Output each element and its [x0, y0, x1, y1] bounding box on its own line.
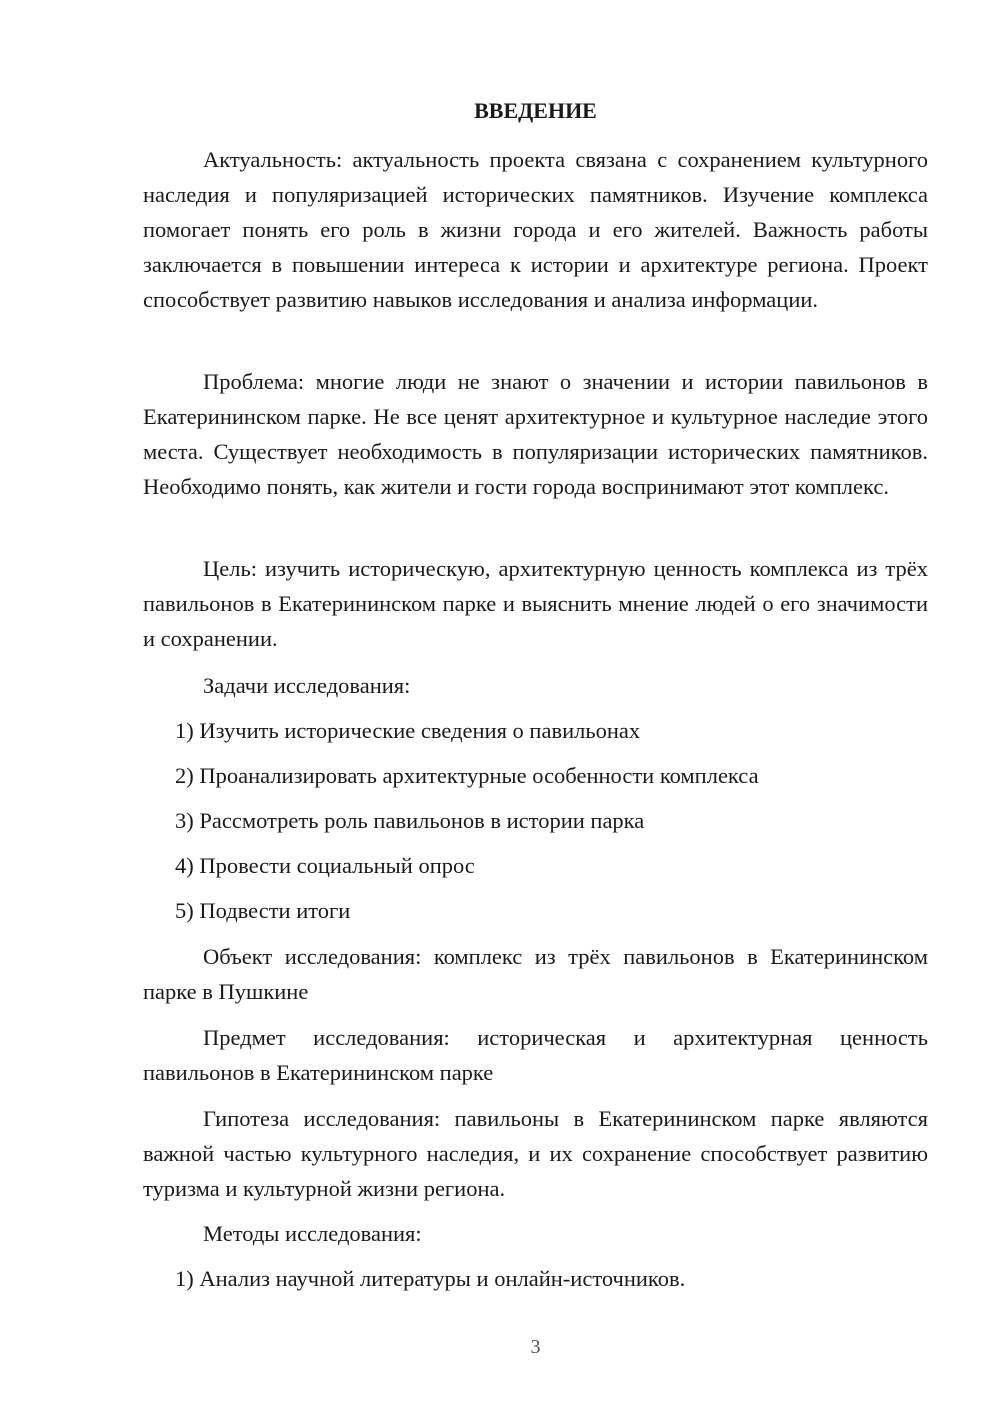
actuality-paragraph: Актуальность: актуальность проекта связана с сохранением культурного наследия и популяризацией исторических памятников. Изучение комплекса помогает понять его роль в жизни города и его жителей. Важность работы заключается в повышении интереса к истории и архитектуре региона. Проект способствует развитию навыков исследования и анализа информации.: [143, 147, 928, 312]
tasks-title: Задачи исследования:: [203, 673, 411, 698]
task-item: 2) Проанализировать архитектурные особенности комплекса: [175, 763, 759, 788]
page-number: 3: [530, 1336, 541, 1358]
methods-title: Методы исследования:: [203, 1221, 422, 1246]
task-item: 1) Изучить исторические сведения о павильонах: [175, 718, 641, 743]
document-page: [143, 0, 928, 1414]
task-item: 4) Провести социальный опрос: [175, 853, 475, 878]
task-item: 5) Подвести итоги: [175, 898, 351, 923]
section-heading: ВВЕДЕНИЕ: [474, 98, 597, 123]
goal-paragraph: Цель: изучить историческую, архитектурную ценность комплекса из трёх павильонов в Екатерининском парке и выяснить мнение людей о его значимости и сохранении.: [143, 556, 928, 651]
task-item: 3) Рассмотреть роль павильонов в истории парка: [175, 808, 645, 833]
subject-paragraph: Предмет исследования: историческая и архитектурная ценность павильонов в Екатерининском парке: [143, 1025, 928, 1085]
problem-paragraph: Проблема: многие люди не знают о значении и истории павильонов в Екатерининском парке. Не все ценят архитектурное и культурное наследие этого места. Существует необходимость в популяризации исторических памятников. Необходимо понять, как жители и гости города воспринимают этот комплекс.: [143, 369, 928, 499]
hypothesis-paragraph: Гипотеза исследования: павильоны в Екатерининском парке являются важной частью культурного наследия, и их сохранение способствует развитию туризма и культурной жизни региона.: [143, 1106, 928, 1201]
method-item: 1) Анализ научной литературы и онлайн-источников.: [175, 1266, 686, 1291]
object-paragraph: Объект исследования: комплекс из трёх павильонов в Екатерининском парке в Пушкине: [143, 944, 928, 1004]
